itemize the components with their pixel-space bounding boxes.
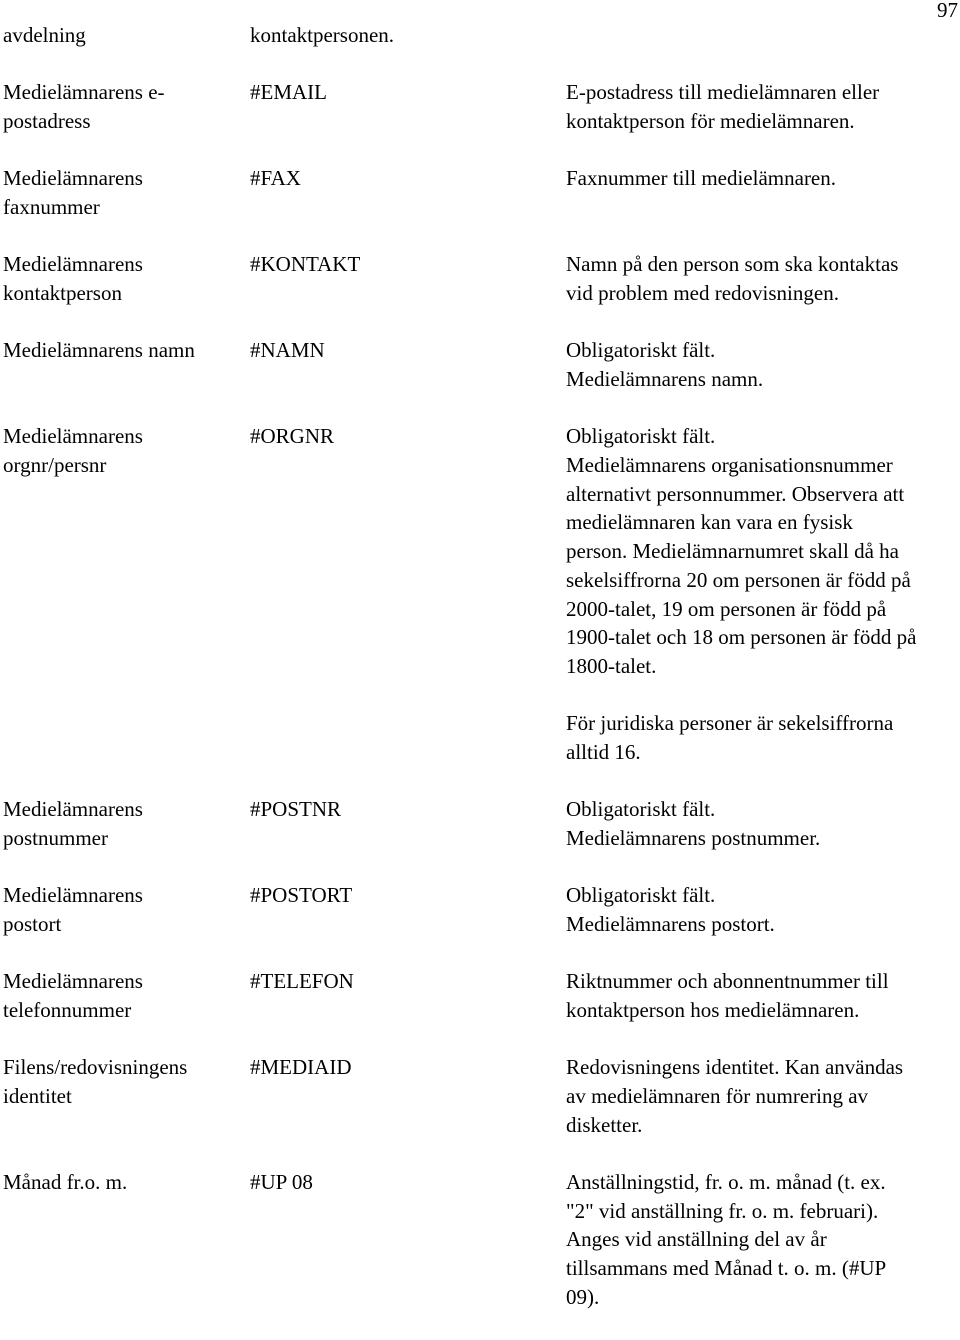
field-name-cell (3, 881, 250, 938)
field-name-cell (3, 967, 250, 1024)
description-line: kontaktperson för medielämnaren. (566, 109, 855, 133)
field-code: #UP 08 (250, 1169, 313, 1194)
description-line: av medielämnaren för numrering av (566, 1083, 869, 1108)
field-description-cell (566, 336, 960, 393)
field-code-cell (250, 1053, 566, 1082)
field-description-cell (566, 422, 960, 766)
description-line: Namn på den person som ska kontaktas (566, 252, 899, 277)
description-line: 1800-talet. (566, 653, 657, 678)
field-name-cell (3, 1053, 250, 1110)
table-row (3, 164, 960, 221)
description-line: alltid 16. (566, 739, 641, 764)
description-paragraph (566, 164, 960, 193)
field-code: #TELEFON (250, 969, 354, 994)
field-code: #POSTNR (250, 797, 342, 822)
field-code: #POSTORT (250, 883, 353, 908)
table-row (3, 967, 960, 1024)
field-name-line: Medielämnarens namn (3, 338, 195, 363)
description-paragraph (566, 336, 960, 393)
table-row (3, 78, 960, 135)
description-line: disketter. (566, 1112, 643, 1137)
description-paragraph (566, 1053, 960, 1139)
description-line: 1900-talet och 18 om personen är född på (566, 625, 917, 650)
field-name-line: Medielämnarens (3, 252, 143, 277)
description-line: Redovisningens identitet. Kan användas (566, 1055, 904, 1080)
description-line: kontaktpersonen. (250, 23, 395, 47)
description-line: "2" vid anställning fr. o. m. februari). (566, 1198, 879, 1223)
description-line: Obligatoriskt fält. (566, 338, 716, 363)
field-description-cell (566, 881, 960, 938)
description-line: alternativt personnummer. Observera att (566, 481, 905, 506)
table-row (3, 250, 960, 307)
field-code: #FAX (250, 166, 301, 191)
field-name-cell (3, 1168, 250, 1197)
field-description-cell (566, 78, 960, 135)
field-name-line: identitet (3, 1083, 72, 1108)
table-row (3, 1053, 960, 1139)
field-code-cell (250, 795, 566, 824)
description-line: E-postadress till medielämnaren eller (566, 80, 880, 105)
description-line: kontaktperson hos medielämnaren. (566, 997, 860, 1022)
field-name-line: avdelning (3, 23, 86, 47)
field-description-cell (566, 795, 960, 852)
field-definition-table (3, 21, 960, 1340)
field-description-cell (566, 1168, 960, 1312)
field-code: #KONTAKT (250, 252, 361, 277)
field-name-cell (3, 250, 250, 307)
field-code: #EMAIL (250, 80, 327, 105)
field-name-line: faxnummer (3, 195, 100, 219)
description-line: Medielämnarens postnummer. (566, 825, 821, 850)
description-line: Anställningstid, fr. o. m. månad (t. ex. (566, 1169, 886, 1194)
field-code-cell (250, 1168, 566, 1197)
field-name-cell (3, 336, 250, 365)
description-paragraph (566, 250, 960, 307)
field-code-cell (250, 336, 566, 365)
field-code: #ORGNR (250, 424, 335, 449)
description-paragraph (566, 78, 960, 135)
field-name-line: Medielämnarens (3, 883, 143, 908)
field-name-line: Medielämnarens (3, 797, 143, 822)
description-line: Medielämnarens postort. (566, 911, 775, 936)
field-code-cell (250, 422, 566, 451)
table-row (3, 881, 960, 938)
field-name-line: Medielämnarens (3, 969, 143, 994)
description-paragraph (566, 881, 960, 938)
description-line: sekelsiffrorna 20 om personen är född på (566, 567, 911, 592)
description-line: Medielämnarens namn. (566, 367, 764, 391)
field-description-cell (566, 1053, 960, 1139)
field-name-line: kontaktperson (3, 281, 122, 305)
table-row (3, 21, 960, 50)
table-row (3, 336, 960, 393)
description-line: vid problem med redovisningen. (566, 281, 839, 305)
field-name-cell (3, 164, 250, 221)
field-code: #MEDIAID (250, 1055, 352, 1080)
field-code-cell (250, 250, 566, 279)
description-line: tillsammans med Månad t. o. m. (#UP (566, 1256, 887, 1281)
description-line: Medielämnarens organisationsnummer (566, 453, 893, 477)
field-name-cell (3, 422, 250, 479)
description-line: 09). (566, 1284, 600, 1309)
field-name-line: telefonnummer (3, 997, 132, 1022)
table-row (3, 1168, 960, 1312)
description-paragraph (250, 21, 644, 50)
field-name-line: Medielämnarens (3, 166, 143, 191)
description-line: Obligatoriskt fält. (566, 883, 716, 908)
field-description-cell (566, 250, 960, 307)
field-name-line: Månad fr.o. m. (3, 1169, 128, 1194)
description-line: person. Medielämnarnumret skall då ha (566, 539, 899, 564)
field-code-cell (250, 881, 566, 910)
field-name-line: Filens/redovisningens (3, 1055, 188, 1080)
page-number: 97 (937, 0, 958, 22)
field-name-cell (3, 21, 250, 50)
field-name-line: Medielämnarens (3, 424, 143, 449)
description-paragraph (566, 422, 960, 680)
description-line: medielämnaren kan vara en fysisk (566, 510, 853, 535)
field-code-cell (250, 164, 566, 193)
table-row (3, 422, 960, 766)
description-line: Anges vid anställning del av år (566, 1227, 827, 1252)
field-description-cell (250, 21, 644, 50)
field-code: #NAMN (250, 338, 325, 363)
description-line: 2000-talet, 19 om personen är född på (566, 596, 887, 621)
field-code-cell (250, 78, 566, 107)
description-line: För juridiska personer är sekelsiffrorna (566, 711, 894, 736)
description-line: Faxnummer till medielämnaren. (566, 166, 837, 191)
description-paragraph (566, 795, 960, 852)
field-name-line: postort (3, 911, 62, 936)
description-line: Riktnummer och abonnentnummer till (566, 969, 889, 994)
description-paragraph (566, 967, 960, 1024)
table-row (3, 795, 960, 852)
field-name-line: Medielämnarens e- (3, 80, 165, 105)
field-name-cell (3, 795, 250, 852)
description-line: Obligatoriskt fält. (566, 424, 716, 449)
field-description-cell (566, 164, 960, 193)
description-paragraph (566, 1168, 960, 1312)
field-name-cell (3, 78, 250, 135)
description-line: Obligatoriskt fält. (566, 797, 716, 822)
field-name-line: postnummer (3, 825, 108, 850)
field-description-cell (566, 967, 960, 1024)
field-name-line: postadress (3, 109, 91, 133)
field-code-cell (250, 967, 566, 996)
description-paragraph (566, 709, 960, 766)
field-name-line: orgnr/persnr (3, 453, 107, 477)
